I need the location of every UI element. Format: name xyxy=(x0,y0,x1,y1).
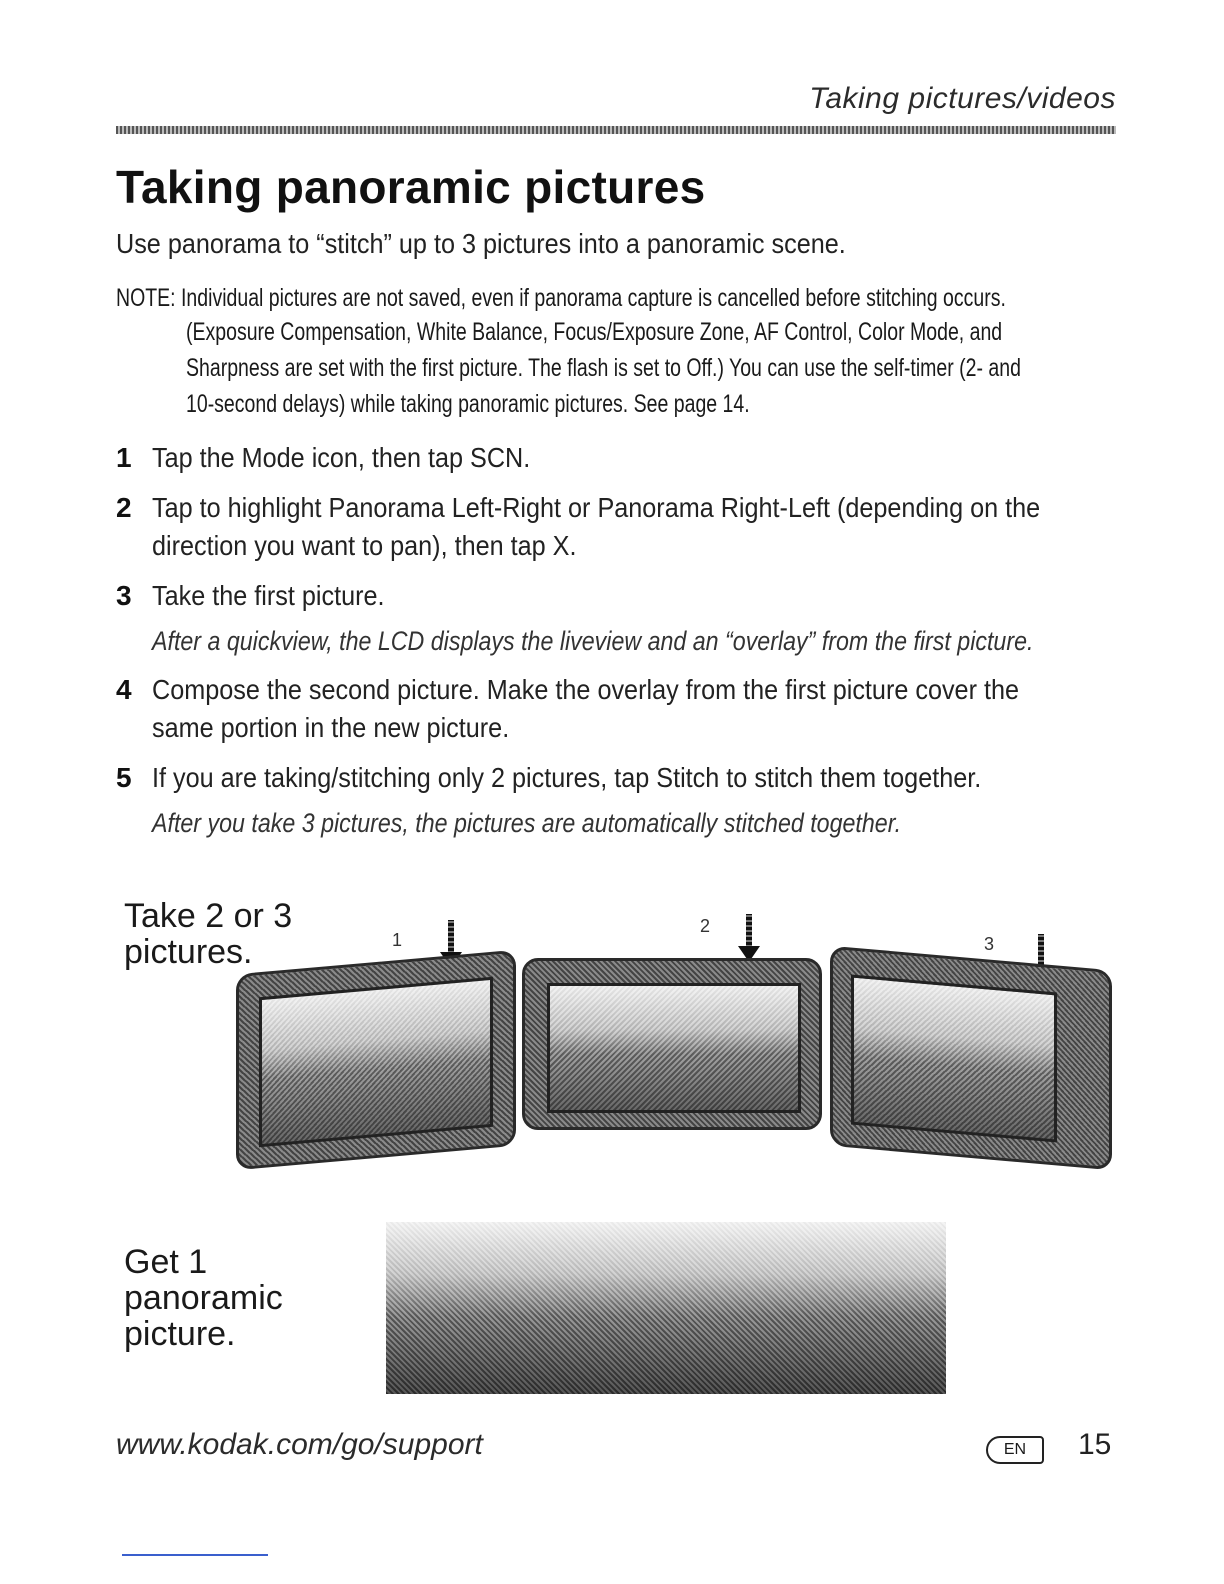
step-number: 1 xyxy=(116,442,132,473)
step-result: After a quickview, the LCD displays the liveview and an “overlay” from the first picture. xyxy=(152,626,1034,656)
take-label-line: pictures. xyxy=(124,933,253,971)
step-result: After you take 3 pictures, the pictures are automatically stitched together. xyxy=(152,808,902,838)
camera-number: 3 xyxy=(984,934,995,954)
note-block xyxy=(116,284,1116,434)
camera-1 xyxy=(236,950,516,1170)
step-number: 2 xyxy=(116,492,132,523)
get-label-line: panoramic xyxy=(124,1279,283,1317)
camera-3 xyxy=(830,946,1112,1171)
camera-screen xyxy=(259,977,493,1147)
camera-number: 1 xyxy=(392,930,403,950)
step-text: Take the first picture. xyxy=(152,580,385,611)
support-url[interactable]: www.kodak.com/go/support xyxy=(116,1428,483,1461)
camera-screen xyxy=(851,975,1057,1143)
note-line: Sharpness are set with the first picture. The flash is set to Off.) You can use the self-timer (2- and xyxy=(186,354,1021,382)
bottom-mark xyxy=(122,1554,268,1556)
step-text: If you are taking/stitching only 2 pictures, tap Stitch to stitch them together. xyxy=(152,762,982,793)
note-line: NOTE: Individual pictures are not saved, even if panorama capture is cancelled before stitching occurs. xyxy=(116,284,1006,312)
step-text: Compose the second picture. Make the overlay from the first picture cover the xyxy=(152,674,1020,705)
step-text: Tap the Mode icon, then tap SCN. xyxy=(152,442,531,473)
step-text: Tap to highlight Panorama Left-Right or Panorama Right-Left (depending on the xyxy=(152,492,1041,523)
take-label xyxy=(124,898,292,970)
take-label-line: Take 2 or 3 xyxy=(124,897,293,935)
page-number: 15 xyxy=(1078,1428,1112,1461)
get-label-line: Get 1 xyxy=(124,1243,208,1281)
camera-screen xyxy=(547,983,801,1113)
step-text: direction you want to pan), then tap X. xyxy=(152,530,577,561)
note-line: (Exposure Compensation, White Balance, Focus/Exposure Zone, AF Control, Color Mode, and xyxy=(186,318,1003,346)
step-number: 3 xyxy=(116,580,132,611)
camera-number: 2 xyxy=(700,916,711,936)
running-header: Taking pictures/videos xyxy=(809,82,1116,115)
get-label-line: picture. xyxy=(124,1315,236,1353)
page-title: Taking panoramic pictures xyxy=(116,161,706,213)
note-line: 10-second delays) while taking panoramic pictures. See page 14. xyxy=(186,390,750,418)
get-label xyxy=(124,1244,283,1352)
language-badge: EN xyxy=(986,1436,1044,1464)
step-number: 5 xyxy=(116,762,132,793)
step-text: same portion in the new picture. xyxy=(152,712,510,743)
panoramic-photo xyxy=(386,1222,946,1394)
camera-2 xyxy=(522,958,822,1130)
header-rule xyxy=(116,126,1116,134)
intro-text: Use panorama to “stitch” up to 3 pictures into a panoramic scene. xyxy=(116,228,846,259)
step-number: 4 xyxy=(116,674,132,705)
